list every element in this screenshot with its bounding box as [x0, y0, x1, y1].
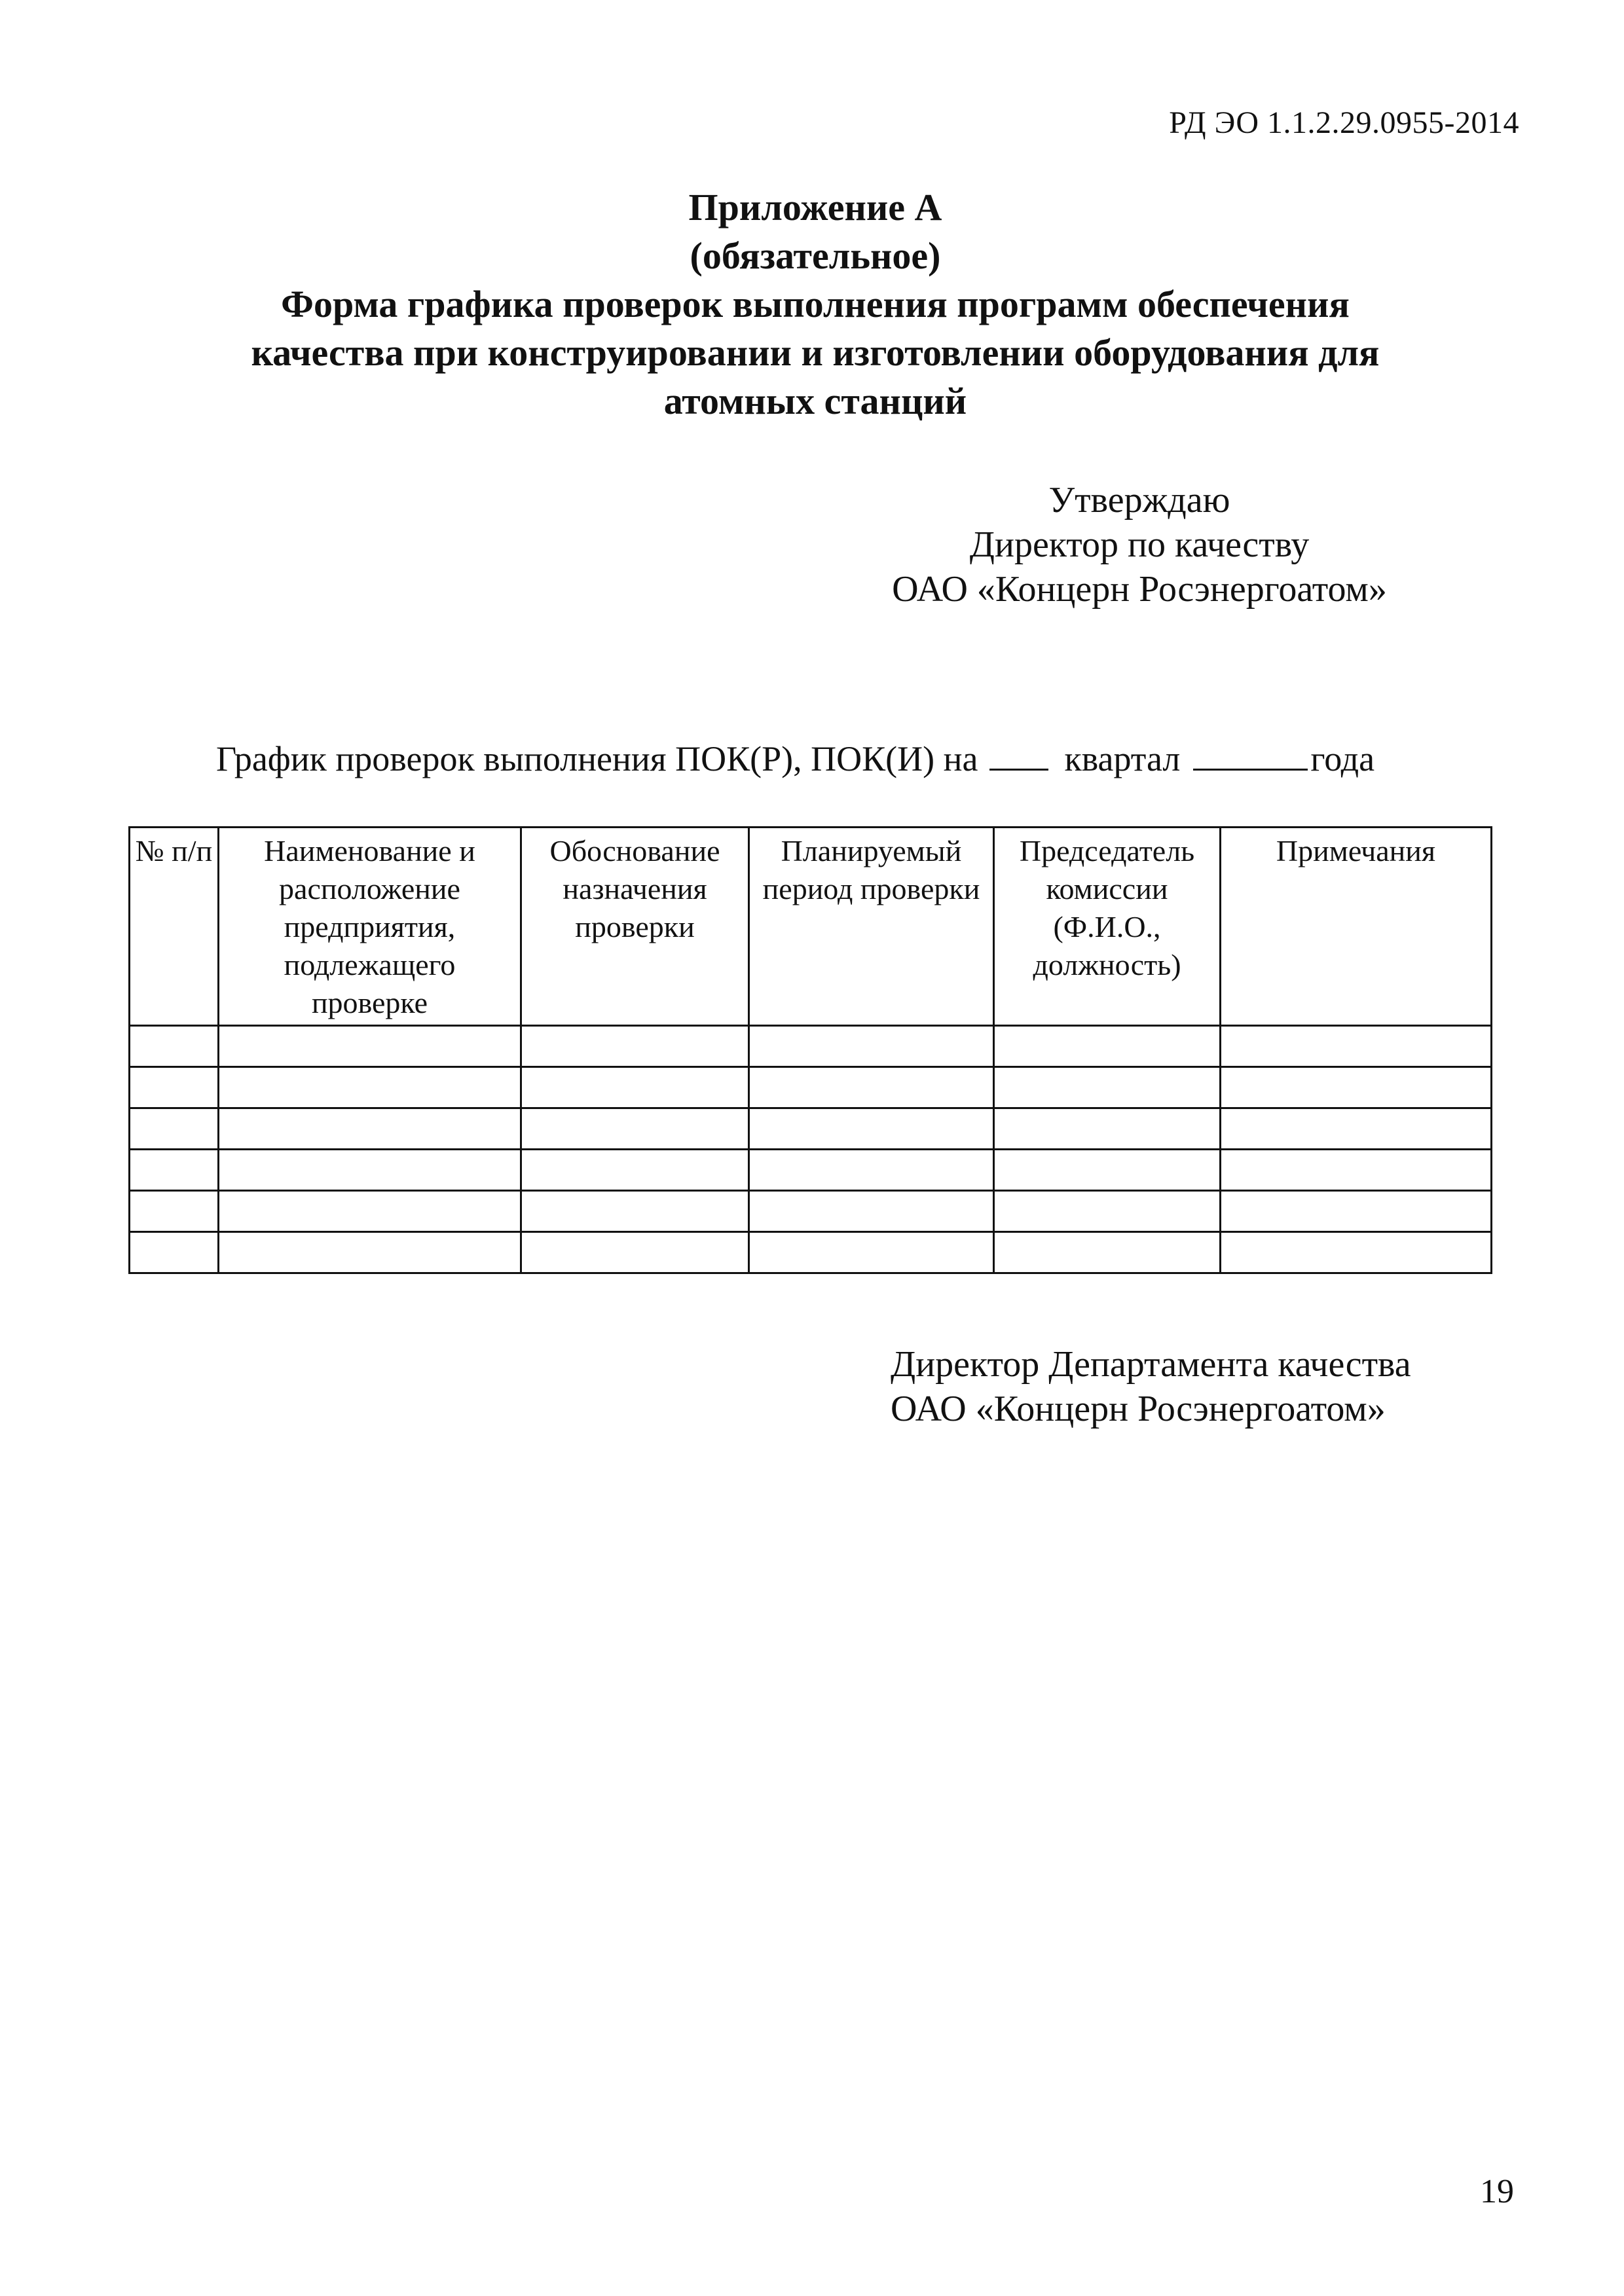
- table-cell[interactable]: [749, 1108, 994, 1150]
- form-title-line-1: Форма графика проверок выполнения программ обеспечения: [281, 283, 1350, 325]
- table-cell[interactable]: [1221, 1232, 1492, 1273]
- table-cell[interactable]: [219, 1232, 521, 1273]
- year-blank-field[interactable]: [1193, 740, 1308, 771]
- schedule-title: [216, 738, 1460, 779]
- appendix-heading: [170, 183, 1460, 426]
- column-header-justification: Обоснование назначения проверки: [521, 828, 749, 1026]
- table-cell[interactable]: [130, 1232, 219, 1273]
- table-cell[interactable]: [994, 1067, 1221, 1108]
- table-cell[interactable]: [1221, 1108, 1492, 1150]
- table-row: [130, 1150, 1492, 1191]
- table-cell[interactable]: [749, 1191, 994, 1232]
- table-cell[interactable]: [521, 1191, 749, 1232]
- table-cell[interactable]: [219, 1108, 521, 1150]
- schedule-text-before: График проверок выполнения ПОК(Р), ПОК(И) на: [216, 739, 978, 778]
- appendix-status: (обязательное): [690, 234, 941, 277]
- table-cell[interactable]: [130, 1026, 219, 1067]
- signature-block: [891, 1342, 1480, 1431]
- form-title-line-2: качества при конструировании и изготовлении оборудования для: [251, 331, 1380, 374]
- table-cell[interactable]: [130, 1067, 219, 1108]
- table-cell[interactable]: [521, 1067, 749, 1108]
- column-header-notes: Примечания: [1221, 828, 1492, 1026]
- table-cell[interactable]: [130, 1108, 219, 1150]
- schedule-text-middle: квартал: [1064, 739, 1181, 778]
- approval-block: [845, 478, 1434, 611]
- form-title-line-3: атомных станций: [663, 380, 967, 422]
- table-header-row: [130, 828, 1492, 1026]
- table-row: [130, 1191, 1492, 1232]
- approver-position: Директор по качеству: [969, 524, 1310, 565]
- table-row: [130, 1108, 1492, 1150]
- quarter-blank-field[interactable]: [989, 740, 1048, 771]
- table-cell[interactable]: [521, 1232, 749, 1273]
- table-cell[interactable]: [749, 1232, 994, 1273]
- table-cell[interactable]: [749, 1067, 994, 1108]
- table-cell[interactable]: [749, 1150, 994, 1191]
- schedule-text-after: года: [1310, 739, 1375, 778]
- column-header-period: Планируемый период проверки: [749, 828, 994, 1026]
- table-cell[interactable]: [1221, 1150, 1492, 1191]
- table-cell[interactable]: [994, 1191, 1221, 1232]
- table-cell[interactable]: [1221, 1026, 1492, 1067]
- schedule-table: [128, 826, 1492, 1274]
- page-number: 19: [1480, 2173, 1514, 2210]
- table-cell[interactable]: [521, 1026, 749, 1067]
- table-cell[interactable]: [219, 1191, 521, 1232]
- appendix-title: Приложение А: [688, 186, 942, 228]
- table-row: [130, 1026, 1492, 1067]
- table-cell[interactable]: [219, 1067, 521, 1108]
- signatory-organization: ОАО «Концерн Росэнергоатом»: [891, 1389, 1386, 1429]
- table-cell[interactable]: [219, 1026, 521, 1067]
- table-cell[interactable]: [521, 1150, 749, 1191]
- table-cell[interactable]: [130, 1191, 219, 1232]
- approval-label: Утверждаю: [1048, 480, 1230, 520]
- table-cell[interactable]: [994, 1232, 1221, 1273]
- table-cell[interactable]: [1221, 1067, 1492, 1108]
- table-cell[interactable]: [994, 1108, 1221, 1150]
- table-row: [130, 1232, 1492, 1273]
- table-cell[interactable]: [994, 1150, 1221, 1191]
- document-code: РД ЭО 1.1.2.29.0955-2014: [1169, 105, 1519, 140]
- column-header-enterprise: Наименование и расположение предприятия, подлежащего проверке: [219, 828, 521, 1026]
- column-header-number: № п/п: [130, 828, 219, 1026]
- approver-organization: ОАО «Концерн Росэнергоатом»: [892, 569, 1387, 610]
- signatory-position: Директор Департамента качества: [891, 1344, 1411, 1385]
- table-cell[interactable]: [219, 1150, 521, 1191]
- table-cell[interactable]: [749, 1026, 994, 1067]
- table-row: [130, 1067, 1492, 1108]
- table-cell[interactable]: [130, 1150, 219, 1191]
- table-cell[interactable]: [1221, 1191, 1492, 1232]
- table-cell[interactable]: [521, 1108, 749, 1150]
- column-header-chairman: Председатель комиссии (Ф.И.О., должность): [994, 828, 1221, 1026]
- table-cell[interactable]: [994, 1026, 1221, 1067]
